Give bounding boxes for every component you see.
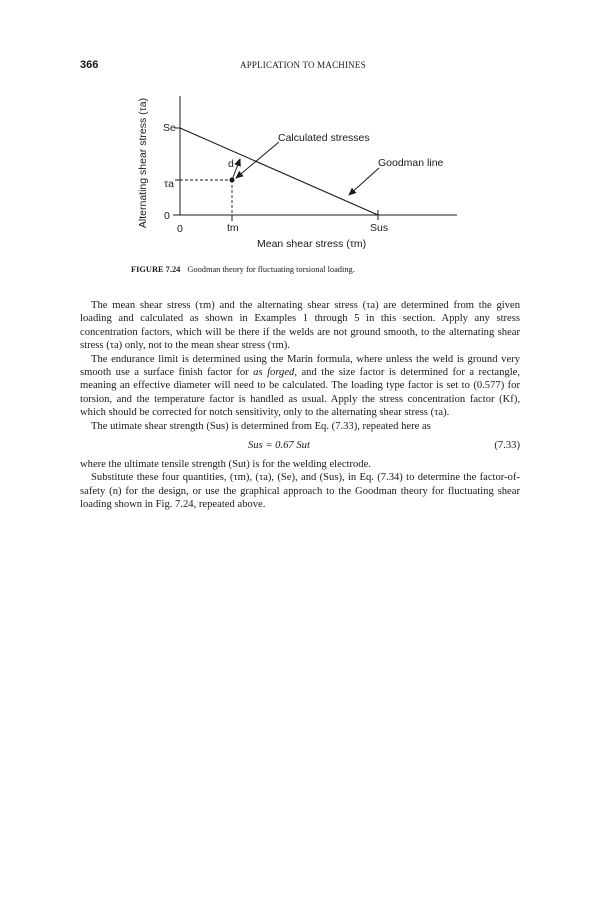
figure-number: FIGURE 7.24: [131, 265, 181, 274]
y-axis-label: Alternating shear stress (τa): [137, 97, 149, 229]
running-title: APPLICATION TO MACHINES: [240, 60, 366, 70]
calculated-stress-point: [230, 178, 235, 183]
label-tm: tm: [227, 222, 239, 234]
paragraph-3: The utimate shear strength (Sus) is determined from Eq. (7.33), repeated here as: [91, 420, 431, 432]
calculated-stresses-leader: [236, 142, 279, 178]
figure-caption: [131, 265, 355, 274]
y-tick-zero: 0: [164, 210, 170, 222]
callout-goodman-line: Goodman line: [378, 157, 444, 169]
paragraph-2: [80, 353, 520, 420]
label-tau-a: τa: [164, 178, 174, 190]
paragraph-5: Substitute these four quantities, (τm), (τa), (Se), and (Sus), in Eq. (7.34) to determine the factor-of-safety (n) for the design, or use the graphical approach to the Goodman theory for fluctuating shear loading shown in Fig. 7.24, repeated above.: [80, 472, 520, 511]
x-axis-label: Mean shear stress (τm): [257, 238, 367, 250]
page-number: 366: [80, 59, 99, 71]
body-text: [80, 299, 520, 512]
paragraph-2-emphasis: as forged,: [253, 367, 297, 379]
paragraph-2-end: and the size factor is determined for a rectangle, meaning an effective diameter will need to be calculated. The loading type factor is set to (0.577) for torsion, and the temperature factor is handled as usual. Apply the stress concentration factor (Kf), which should be corrected for notch sensitivity, only to the alternating shear stress (τa).: [80, 367, 520, 419]
callout-calculated-stresses: Calculated stresses: [278, 132, 370, 144]
goodman-line-leader: [349, 168, 379, 195]
equation-body: Sus = 0.67 Sut: [248, 440, 310, 452]
equation-7-33: [80, 433, 520, 458]
paragraph-2-start: The endurance limit is determined using the Marin formula, where unless the weld is ground very smooth use a surface finish factor for: [80, 353, 520, 379]
label-se: Se: [163, 122, 176, 134]
figure-caption-text: Goodman theory for fluctuating torsional loading.: [187, 265, 355, 274]
label-d: d: [228, 158, 234, 170]
x-tick-zero: 0: [177, 223, 183, 235]
label-sus: Sus: [370, 222, 389, 234]
equation-number: (7.33): [494, 440, 520, 452]
paragraph-1: The mean shear stress (τm) and the alternating shear stress (τa) are determined from the given loading and calculated as shown in Examples 1 through 5 in this section. Apply any stress concentration factors, which will be there if the welds are not ground smooth, to the alternating shear stress (τa) only, not to the mean shear stress (τm).: [80, 300, 520, 352]
paragraph-4: where the ultimate tensile strength (Sut) is for the welding electrode.: [80, 459, 371, 471]
goodman-diagram: [0, 0, 600, 262]
